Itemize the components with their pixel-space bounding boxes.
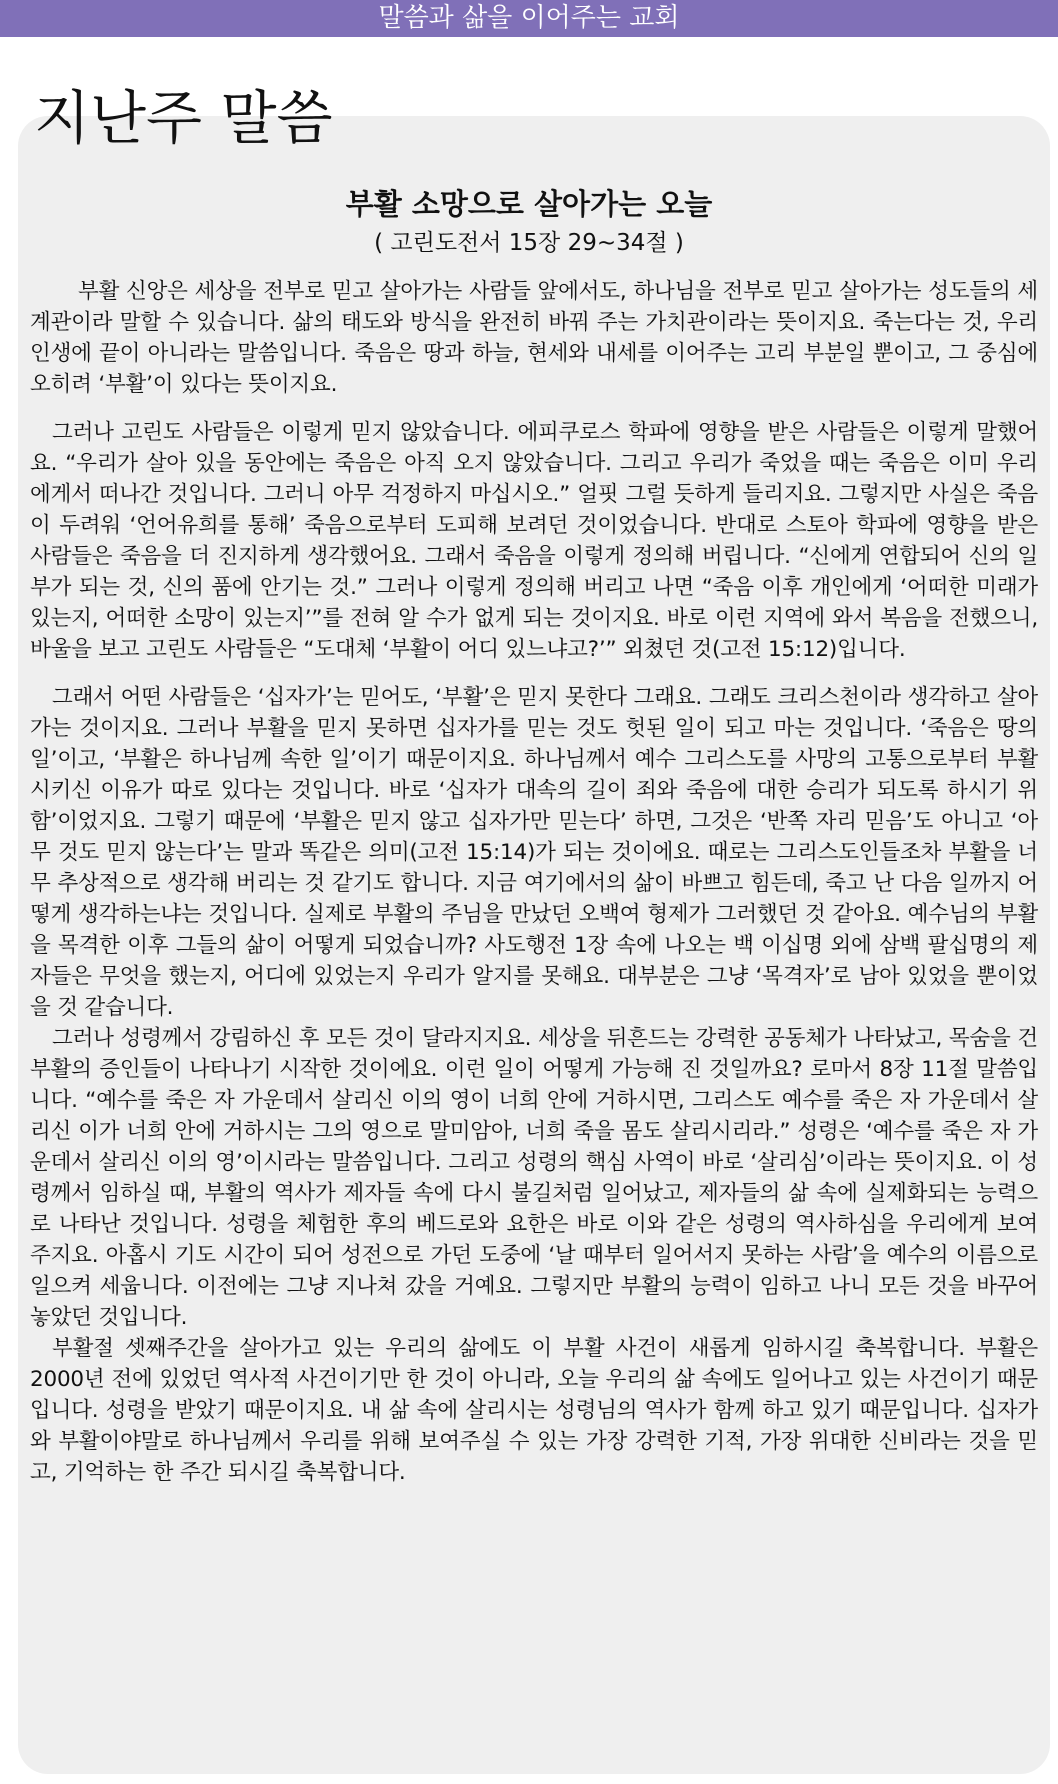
section-title: 지난주 말씀 (34, 84, 333, 152)
sermon-paragraph: 부활절 셋째주간을 살아가고 있는 우리의 삶에도 이 부활 사건이 새롭게 임하시길 축복합니다. 부활은 2000년 전에 있었던 역사적 사건이기만 한 것이 아니라, 오늘 우리의 삶 속에도 일어나고 있는 사건이기 때문입니다. 성령을 받았기 때문이지요. 내 삶 속에 살리시는 성령님의 역사가 함께 하고 있기 때문입니다. 십자가와 부활이야말로 하나님께서 우리를 위해 보여주실 수 있는 가장 강력한 기적, 가장 위대한 신비라는 것을 믿고, 기억하는 한 주간 되시길 축복합니다. (30, 1336, 1038, 1485)
sermon-paragraph: 그러나 고린도 사람들은 이렇게 믿지 않았습니다. 에피쿠로스 학파에 영향을 받은 사람들은 이렇게 말했어요. “우리가 살아 있을 동안에는 죽음은 아직 오지 않았습니다. 그리고 우리가 죽었을 때는 죽음은 이미 우리에게서 떠나간 것입니다. 그러니 아무 걱정하지 마십시오.” 얼핏 그럴 듯하게 들리지요. 그렇지만 사실은 죽음이 두려워 ‘언어유희를 통해’ 죽음으로부터 도피해 보려던 것이었습니다. 반대로 스토아 학파에 영향을 받은 사람들은 죽음을 더 진지하게 생각했어요. 그래서 죽음을 이렇게 정의해 버립니다. “신에게 연합되어 신의 일부가 되는 것, 신의 품에 안기는 것.” 그러나 이렇게 정의해 버리고 나면 “죽음 이후 개인에게 ‘어떠한 미래가 있는지, 어떠한 소망이 있는지’”를 전혀 알 수가 없게 되는 것이지요. 바로 이런 지역에 와서 복음을 전했으니, 바울을 보고 고린도 사람들은 “도대체 ‘부활이 어디 있느냐고?’” 외쳤던 것(고전 15:12)입니다. (30, 420, 1038, 662)
scripture-reference: ( 고린도전서 15장 29~34절 ) (374, 230, 684, 256)
sermon-paragraph: 부활 신앙은 세상을 전부로 믿고 살아가는 사람들 앞에서도, 하나님을 전부로 믿고 살아가는 성도들의 세계관이라 말할 수 있습니다. 삶의 태도와 방식을 완전히 바꿔 주는 가치관이라는 뜻이지요. 죽는다는 것, 우리 인생에 끝이 아니라는 말씀입니다. 죽음은 땅과 하늘, 현세와 내세를 이어주는 고리 부분일 뿐이고, 그 중심에 오히려 ‘부활’이 있다는 뜻이지요. (30, 279, 1038, 397)
sermon-paragraph: 그러나 성령께서 강림하신 후 모든 것이 달라지지요. 세상을 뒤흔드는 강력한 공동체가 나타났고, 목숨을 건 부활의 증인들이 나타나기 시작한 것이에요. 이런 일이 어떻게 가능해 진 것일까요? 로마서 8장 11절 말씀입니다. “예수를 죽은 자 가운데서 살리신 이의 영이 너희 안에 거하시면, 그리스도 예수를 죽은 자 가운데서 살리신 이가 너희 안에 거하시는 그의 영으로 말미암아, 너희 죽을 몸도 살리시리라.” 성령은 ‘예수를 죽은 자 가운데서 살리신 이의 영’이시라는 말씀입니다. 그리고 성령의 핵심 사역이 바로 ‘살리심’이라는 뜻이지요. 이 성령께서 임하실 때, 부활의 역사가 제자들 속에 다시 불길처럼 일어났고, 제자들의 삶 속에 실제화되는 능력으로 나타난 것입니다. 성령을 체험한 후의 베드로와 요한은 바로 이와 같은 성령의 역사하심을 우리에게 보여 주지요. 아홉시 기도 시간이 되어 성전으로 가던 도중에 ‘날 때부터 일어서지 못하는 사람’을 예수의 이름으로 일으켜 세웁니다. 이전에는 그냥 지나쳐 갔을 거예요. 그렇지만 부활의 능력이 임하고 나니 모든 것을 바꾸어 놓았던 것입니다. (30, 1026, 1038, 1330)
sermon-paragraph: 그래서 어떤 사람들은 ‘십자가’는 믿어도, ‘부활’은 믿지 못한다 그래요. 그래도 크리스천이라 생각하고 살아가는 것이지요. 그러나 부활을 믿지 못하면 십자가를 믿는 것도 헛된 일이 되고 마는 것입니다. ‘죽음은 땅의 일’이고, ‘부활은 하나님께 속한 일’이기 때문이지요. 하나님께서 예수 그리스도를 사망의 고통으로부터 부활시키신 이유가 따로 있다는 것입니다. 바로 ‘십자가 대속의 길이 죄와 죽음에 대한 승리가 되도록 하시기 위함’이었지요. 그렇기 때문에 ‘부활은 믿지 않고 십자가만 믿는다’ 하면, 그것은 ‘반쪽 자리 믿음’도 아니고 ‘아무 것도 믿지 않는다’는 말과 똑같은 의미(고전 15:14)가 되는 것이에요. 때로는 그리스도인들조차 부활을 너무 추상적으로 생각해 버리는 것 같기도 합니다. 지금 여기에서의 삶이 바쁘고 힘든데, 죽고 난 다음 일까지 어떻게 생각하는냐는 것입니다. 실제로 부활의 주님을 만났던 오백여 형제가 그러했던 것 같아요. 예수님의 부활을 목격한 이후 그들의 삶이 어떻게 되었습니까? 사도행전 1장 속에 나오는 백 이십명 외에 삼백 팔십명의 제자들은 무엇을 했는지, 어디에 있었는지 우리가 알지를 못해요. 대부분은 그냥 ‘목격자’로 남아 있었을 뿐이었을 것 같습니다. (30, 685, 1038, 1020)
church-banner: 말씀과 삶을 이어주는 교회 (0, 0, 1058, 37)
sermon-title: 부활 소망으로 살아가는 오늘 (345, 187, 713, 221)
sermon-body (30, 276, 1038, 1488)
